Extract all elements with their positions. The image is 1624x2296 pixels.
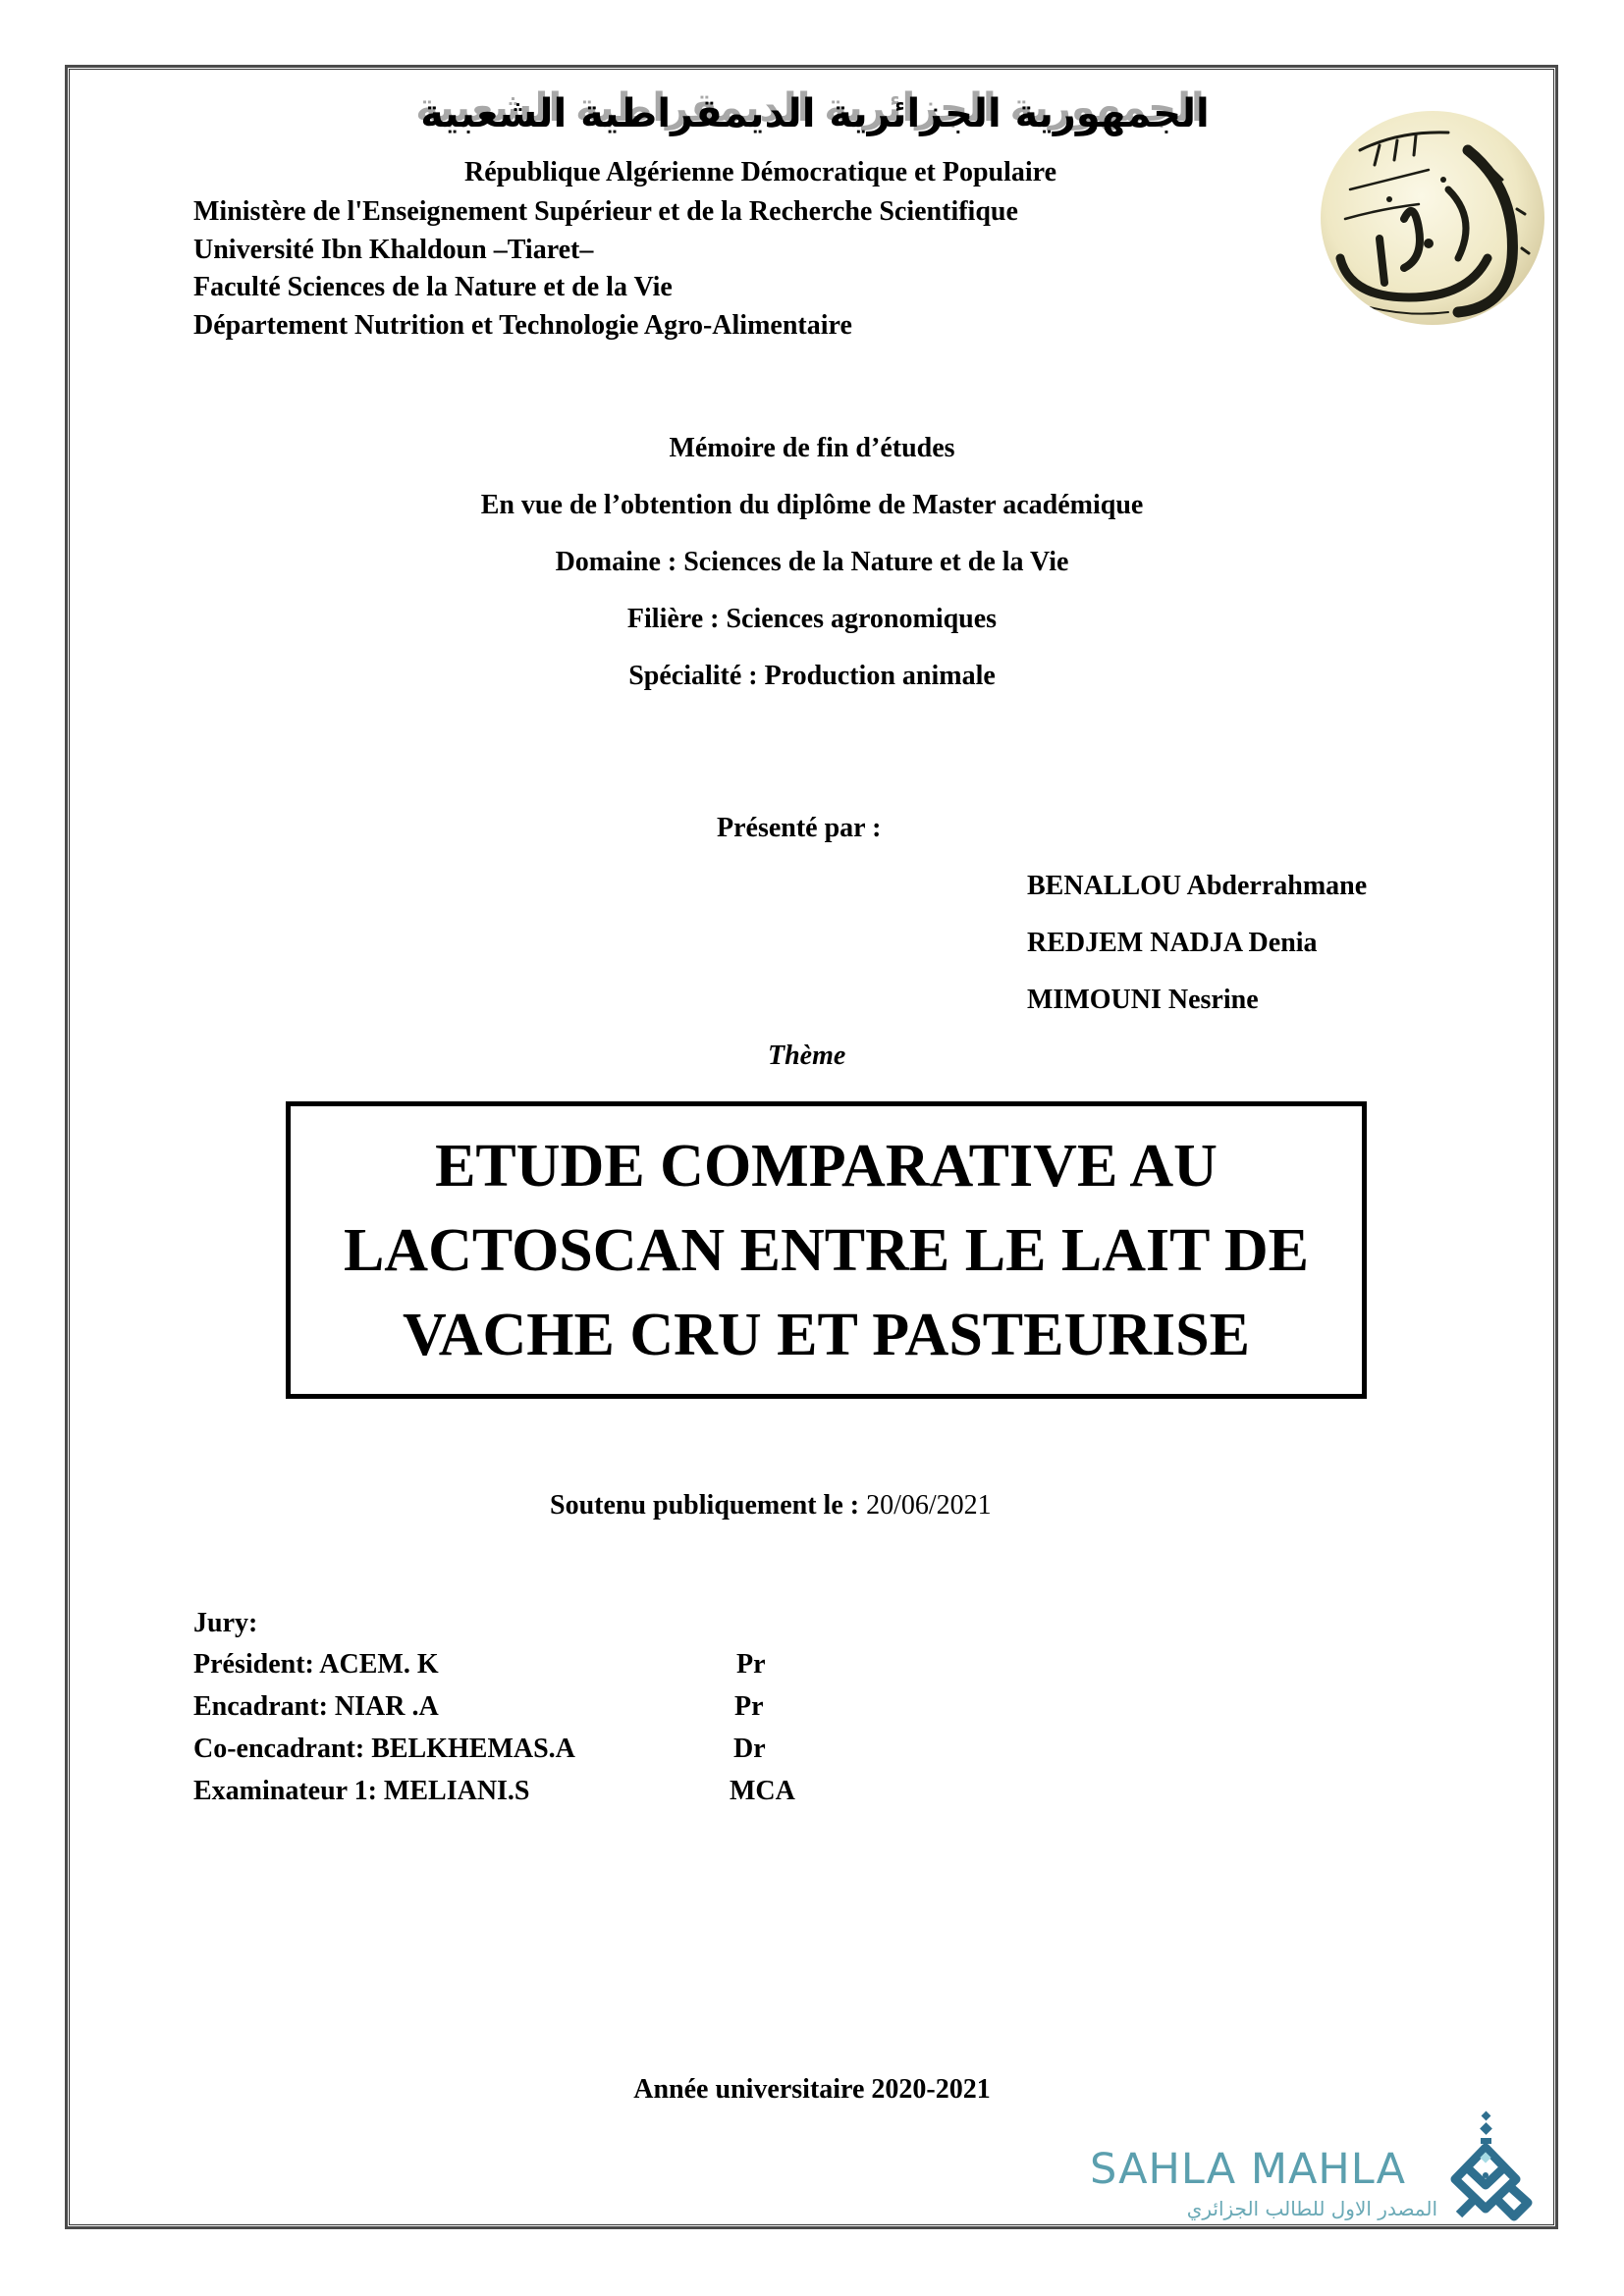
theme-label: Thème [768,1041,846,1071]
thesis-specialty: Spécialité : Production animale [628,661,996,691]
arabic-heading [373,90,1257,137]
jury-member-role: Président: ACEM. K [193,1649,439,1680]
thesis-purpose: En vue de l’obtention du diplôme de Master académique [480,490,1144,520]
defense-label: Soutenu publiquement le : [550,1490,867,1521]
department-line: Département Nutrition et Technologie Agro-Alimentaire [193,310,852,341]
thesis-title-line: VACHE CRU ET PASTEURISE [402,1301,1251,1368]
university-seal-icon [1321,111,1544,325]
republic-line: République Algérienne Démocratique et Populaire [464,157,1056,187]
presented-by-label: Présenté par : [717,813,882,843]
jury-member-grade: Pr [734,1691,764,1722]
academic-year: Année universitaire 2020-2021 [633,2074,991,2105]
jury-member-role: Encadrant: NIAR .A [193,1691,439,1722]
jury-member-grade: Pr [736,1649,766,1680]
jury-member-role: Co-encadrant: BELKHEMAS.A [193,1734,575,1764]
jury-member-grade: Dr [733,1734,766,1764]
presenter-name: REDJEM NADJA Denia [1027,928,1318,958]
defense-line [550,1489,992,1522]
thesis-type: Mémoire de fin d’études [669,433,955,463]
sahla-mahla-watermark [1090,2110,1522,2218]
defense-date: 20/06/2021 [866,1490,992,1521]
thesis-title-box [286,1101,1367,1399]
faculty-line: Faculté Sciences de la Nature et de la Vie [193,272,673,302]
sahla-mahla-brand: SAHLA MAHLA [1090,2145,1407,2194]
thesis-title-line: LACTOSCAN ENTRE LE LAIT DE [343,1216,1310,1284]
thesis-field: Filière : Sciences agronomiques [626,604,998,634]
thesis-title-line: ETUDE COMPARATIVE AU [435,1132,1218,1200]
jury-label: Jury: [193,1608,258,1638]
jury-member-role: Examinateur 1: MELIANI.S [193,1776,530,1806]
arabic-title: الجمهورية الجزائرية الديمقراطية الشعبية [420,91,1210,136]
thesis-domain: Domaine : Sciences de la Nature et de la Vie [555,547,1069,577]
sahla-mahla-tagline: المصدر الاول للطالب الجزائري [1186,2197,1437,2220]
presenter-name: BENALLOU Abderrahmane [1027,871,1368,901]
ministry-line: Ministère de l'Enseignement Supérieur et de la Recherche Scientifique [193,196,1018,227]
presenter-name: MIMOUNI Nesrine [1027,985,1259,1015]
university-line: Université Ibn Khaldoun –Tiaret– [193,235,594,265]
jury-member-grade: MCA [730,1776,795,1806]
sahla-mahla-logo-icon [1445,2110,1534,2224]
